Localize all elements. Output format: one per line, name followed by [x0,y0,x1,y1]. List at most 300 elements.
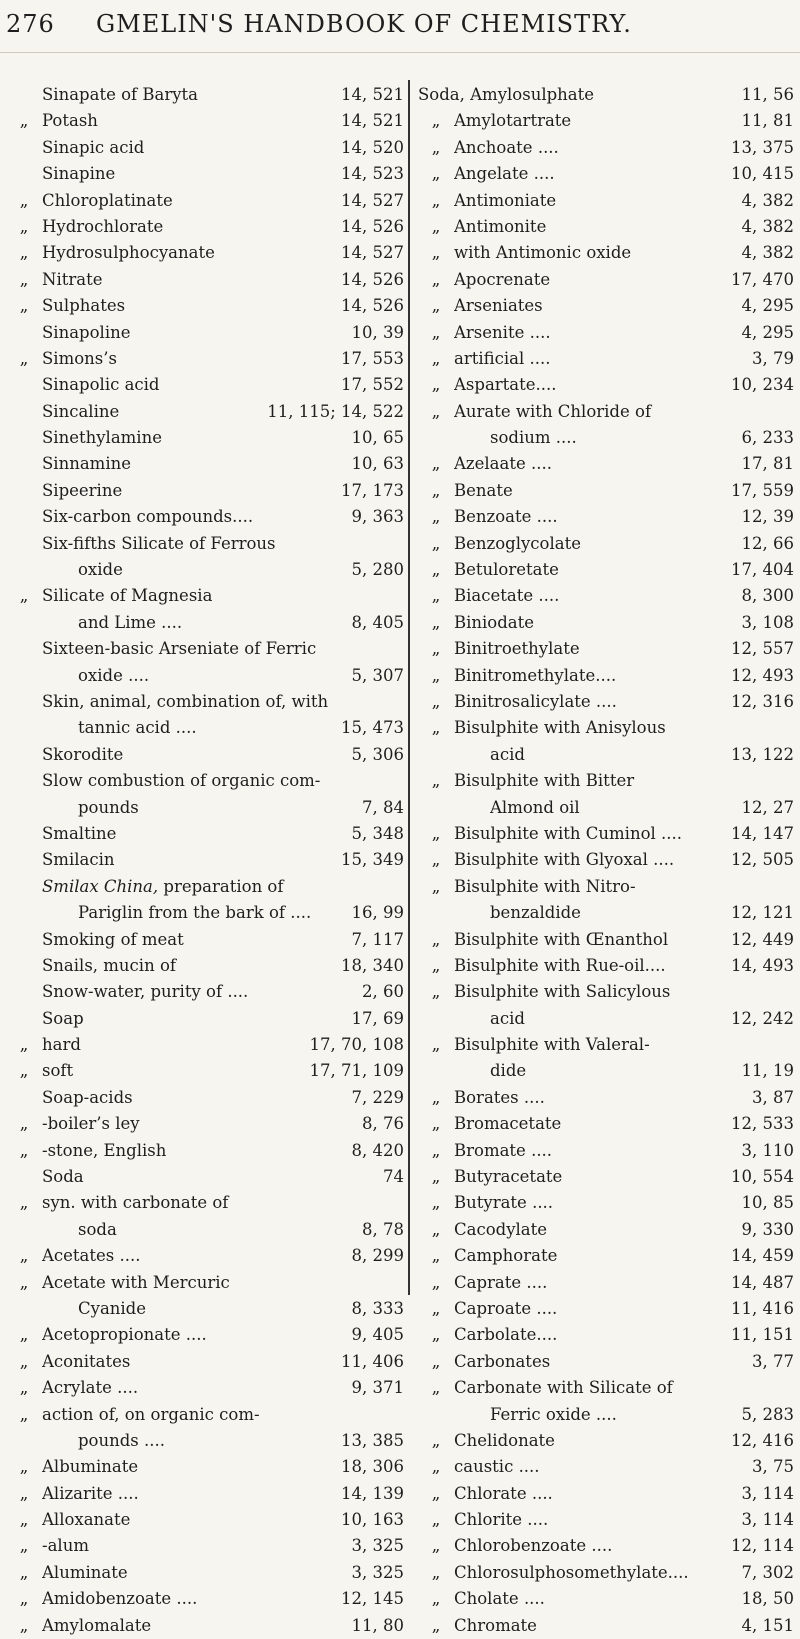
index-entry [418,1164,794,1190]
entry-text: Skin, animal, combination of, with [42,691,329,711]
entry-text: Sixteen-basic Arseniate of Ferric [42,639,317,659]
entry-text: Potash [42,111,98,131]
entry-text: -boiler’s ley [42,1114,140,1134]
volume-page-reference: 11, 115; 14, 522 [267,401,404,421]
index-entry [6,742,404,768]
volume-page-reference: 8, 420 [351,1140,404,1160]
index-entry [418,425,794,451]
entry-text: and Lime .... [78,612,183,632]
entry-text: Sinapic acid [42,137,145,157]
ditto-mark: „ [19,190,29,210]
ditto-mark: „ [19,1140,29,1160]
volume-page-reference: 7, 117 [351,929,404,949]
volume-page-reference: 9, 363 [351,507,404,527]
index-entry [418,1032,794,1058]
entry-text: Amylomalate [42,1615,152,1635]
index-entry [418,636,794,662]
entry-text: Binitromethylate.... [454,665,617,685]
entry-text: Bisulphite with Œnanthol [454,929,669,949]
index-entry [6,82,404,108]
ditto-mark: „ [431,190,441,210]
index-entry [418,583,794,609]
entry-text: oxide .... [78,665,150,685]
index-entry [6,504,404,530]
index-entry [418,1111,794,1137]
index-entry [418,214,794,240]
volume-page-reference: 9, 371 [351,1378,404,1398]
ditto-mark: „ [19,1378,29,1398]
index-entry [418,1138,794,1164]
index-entry [418,979,794,1005]
index-entry [6,795,404,821]
volume-page-reference: 11, 81 [741,111,794,131]
volume-page-reference: 8, 300 [741,586,794,606]
index-entry [418,1586,794,1612]
index-column-right [418,82,794,1639]
volume-page-reference: 17, 81 [741,454,794,474]
entry-text: hard [42,1035,81,1055]
entry-text: Snails, mucin of [42,955,176,975]
ditto-mark: „ [19,1246,29,1266]
index-entry [418,742,794,768]
index-entry [6,610,404,636]
volume-page-reference: 9, 330 [741,1219,794,1239]
entry-text: Bromate .... [454,1140,553,1160]
index-entry [6,372,404,398]
index-entry [6,293,404,319]
volume-page-reference: 14, 523 [341,164,404,184]
volume-page-reference: 10, 39 [351,322,404,342]
volume-page-reference: 14, 527 [341,243,404,263]
volume-page-reference: 14, 147 [731,823,794,843]
volume-page-reference: 3, 87 [752,1087,794,1107]
index-entry [6,399,404,425]
volume-page-reference: 12, 114 [731,1536,794,1556]
volume-page-reference: 14, 526 [341,216,404,236]
index-entry [6,1322,404,1348]
index-entry [418,663,794,689]
entry-text: Chlorite .... [454,1510,549,1530]
index-entry [6,1375,404,1401]
ditto-mark: „ [431,1457,441,1477]
volume-page-reference: 8, 78 [362,1219,404,1239]
entry-text: artificial .... [454,348,551,368]
entry-text: Biacetate .... [454,586,560,606]
entry-text: Aconitates [42,1351,131,1371]
volume-page-reference: 14, 527 [341,190,404,210]
entry-text: Binitrosalicylate .... [454,691,617,711]
ditto-mark: „ [431,586,441,606]
index-entry [418,927,794,953]
entry-text: Cyanide [78,1298,147,1318]
volume-page-reference: 13, 122 [731,744,794,764]
ditto-mark: „ [19,1114,29,1134]
index-entry [418,715,794,741]
volume-page-reference: 4, 295 [741,322,794,342]
volume-page-reference: 5, 283 [741,1404,794,1424]
entry-text: Skorodite [42,744,124,764]
entry-text: Bisulphite with Valeral- [454,1035,650,1055]
index-entry [418,293,794,319]
volume-page-reference: 10, 554 [731,1167,794,1187]
index-entry [6,1613,404,1639]
entry-text: Bisulphite with Anisylous [454,718,666,738]
ditto-mark: „ [19,1536,29,1556]
entry-text: Amidobenzoate .... [42,1589,198,1609]
entry-text: Six-fifths Silicate of Ferrous [42,533,276,553]
entry-text: Cacodylate [454,1219,548,1239]
ditto-mark: „ [19,1325,29,1345]
entry-text: Antimonite [454,216,547,236]
index-entry [418,953,794,979]
ditto-mark: „ [431,639,441,659]
volume-page-reference: 7, 229 [351,1087,404,1107]
ditto-mark: „ [431,850,441,870]
index-entry [418,1190,794,1216]
ditto-mark: „ [19,1404,29,1424]
index-entry [6,768,404,794]
entry-text: Smaltine [42,823,117,843]
entry-text: Sinapolic acid [42,375,160,395]
index-entry [418,108,794,134]
ditto-mark: „ [19,1272,29,1292]
volume-page-reference: 8, 405 [351,612,404,632]
volume-page-reference: 12, 27 [741,797,794,817]
index-entry [6,161,404,187]
ditto-mark: „ [19,243,29,263]
entry-text: Bisulphite with Bitter [454,771,635,791]
index-entry [6,557,404,583]
ditto-mark: „ [431,137,441,157]
ditto-mark: „ [431,480,441,500]
entry-text: Carbonate with Silicate of [454,1378,673,1398]
ditto-mark: „ [431,982,441,1002]
ditto-mark: „ [431,243,441,263]
entry-text: Acrylate .... [42,1378,139,1398]
ditto-mark: „ [431,375,441,395]
ditto-mark: „ [431,612,441,632]
volume-page-reference: 15, 349 [341,850,404,870]
volume-page-reference: 17, 70, 108 [309,1035,404,1055]
volume-page-reference: 11, 151 [731,1325,794,1345]
entry-text: Alloxanate [42,1510,131,1530]
index-entry [418,240,794,266]
ditto-mark: „ [19,1483,29,1503]
ditto-mark: „ [431,1298,441,1318]
entry-text: -alum [42,1536,89,1556]
index-entry [418,557,794,583]
ditto-mark: „ [431,1351,441,1371]
volume-page-reference: 11, 56 [741,85,794,104]
entry-text: Azelaate .... [454,454,552,474]
ditto-mark: „ [431,164,441,184]
ditto-mark: „ [19,1061,29,1081]
ditto-mark: „ [431,348,441,368]
entry-text: Bisulphite with Glyoxal .... [454,850,675,870]
entry-text: Smilacin [42,850,115,870]
index-entry [6,1533,404,1559]
running-title: GMELIN'S HANDBOOK OF CHEMISTRY. [96,10,632,38]
ditto-mark: „ [19,586,29,606]
column-divider [408,80,410,1295]
index-entry [6,689,404,715]
entry-text: Sulphates [42,296,126,316]
index-entry [6,1481,404,1507]
volume-page-reference: 12, 557 [731,639,794,659]
volume-page-reference: 12, 416 [731,1430,794,1450]
entry-text: Snow-water, purity of .... [42,982,249,1002]
entry-text: Acetate with Mercuric [42,1272,230,1292]
index-entry [6,821,404,847]
entry-text: Caprate .... [454,1272,548,1292]
entry-text: Angelate .... [454,164,555,184]
entry-text: with Antimonic oxide [454,243,632,263]
ditto-mark: „ [19,1589,29,1609]
volume-page-reference: 14, 139 [341,1483,404,1503]
volume-page-reference: 14, 459 [731,1246,794,1266]
volume-page-reference: 14, 521 [341,111,404,131]
index-entry [418,451,794,477]
index-entry [6,1111,404,1137]
entry-text: Almond oil [490,797,580,817]
index-entry [418,1217,794,1243]
index-entry [6,1507,404,1533]
ditto-mark: „ [431,296,441,316]
volume-page-reference: 4, 382 [741,216,794,236]
volume-page-reference: 3, 77 [752,1351,794,1371]
index-entry [6,1586,404,1612]
volume-page-reference: 14, 521 [341,85,404,104]
entry-text: Sinapine [42,164,116,184]
volume-page-reference: 9, 405 [351,1325,404,1345]
index-entry [6,1006,404,1032]
index-entry [6,900,404,926]
entry-text: caustic .... [454,1457,540,1477]
index-entry [418,689,794,715]
page-number: 276 [6,10,55,38]
ditto-mark: „ [431,771,441,791]
ditto-mark: „ [431,1272,441,1292]
entry-text: Acetates .... [42,1246,141,1266]
volume-page-reference: 3, 110 [741,1140,794,1160]
index-entry [418,1454,794,1480]
volume-page-reference: 3, 75 [752,1457,794,1477]
index-entry [6,583,404,609]
entry-text: Butyracetate [454,1167,563,1187]
index-entry [6,874,404,900]
entry-text: Borates .... [454,1087,545,1107]
entry-text: Anchoate .... [454,137,559,157]
index-entry [6,1085,404,1111]
entry-text: Slow combustion of organic com- [42,771,321,791]
volume-page-reference: 12, 505 [731,850,794,870]
volume-page-reference: 10, 63 [351,454,404,474]
ditto-mark: „ [431,401,441,421]
ditto-mark: „ [431,1510,441,1530]
volume-page-reference: 10, 415 [731,164,794,184]
entry-text: pounds .... [78,1430,166,1450]
ditto-mark: „ [431,1219,441,1239]
entry-text: Carbonates [454,1351,551,1371]
entry-text: Smoking of meat [42,929,184,949]
ditto-mark: „ [431,823,441,843]
volume-page-reference: 4, 382 [741,243,794,263]
volume-page-reference: 12, 242 [731,1008,794,1028]
entry-text: Albuminate [42,1457,139,1477]
ditto-mark: „ [431,1035,441,1055]
ditto-mark: „ [19,111,29,131]
index-entry [418,900,794,926]
index-entry [418,1243,794,1269]
index-entry [418,346,794,372]
index-entry [6,847,404,873]
volume-page-reference: 10, 234 [731,375,794,395]
entry-text: Acetopropionate .... [42,1325,207,1345]
ditto-mark: „ [431,216,441,236]
volume-page-reference: 17, 552 [341,375,404,395]
ditto-mark: „ [19,1510,29,1530]
ditto-mark: „ [431,269,441,289]
ditto-mark: „ [431,1140,441,1160]
index-entry [418,188,794,214]
index-entry [418,821,794,847]
index-entry [418,1296,794,1322]
entry-text: Bisulphite with Cuminol .... [454,823,683,843]
index-entry [6,1032,404,1058]
ditto-mark: „ [19,1562,29,1582]
volume-page-reference: 10, 163 [341,1510,404,1530]
entry-text: Biniodate [454,612,535,632]
index-entry [418,1560,794,1586]
entry-text: Sinapate of Baryta [42,85,199,104]
ditto-mark: „ [19,296,29,316]
ditto-mark: „ [19,1193,29,1213]
entry-text: Betuloretate [454,560,559,580]
index-entry [6,1217,404,1243]
volume-page-reference: 16, 99 [351,903,404,923]
index-entry [6,214,404,240]
index-entry [418,610,794,636]
entry-text: Silicate of Magnesia [42,586,213,606]
ditto-mark: „ [19,1457,29,1477]
ditto-mark: „ [431,1615,441,1635]
index-entry [418,267,794,293]
index-entry [418,1270,794,1296]
entry-text: Aurate with Chloride of [454,401,652,421]
index-entry [6,1270,404,1296]
index-entry [418,795,794,821]
volume-page-reference: 12, 449 [731,929,794,949]
volume-page-reference: 15, 473 [341,718,404,738]
ditto-mark: „ [431,955,441,975]
index-entry [6,320,404,346]
entry-text: action of, on organic com- [42,1404,260,1424]
entry-text: Chlorosulphosomethylate.... [454,1562,689,1582]
entry-text: Sipeerine [42,480,123,500]
volume-page-reference: 3, 79 [752,348,794,368]
entry-text: Pariglin from the bark of .... [78,903,312,923]
ditto-mark: „ [431,876,441,896]
index-entry [6,346,404,372]
index-entry [6,135,404,161]
ditto-mark: „ [431,1193,441,1213]
entry-text: Soda, Amylosulphate [418,85,595,104]
index-entry [6,1190,404,1216]
entry-text: Sinnamine [42,454,131,474]
ditto-mark: „ [431,533,441,553]
ditto-mark: „ [19,269,29,289]
entry-text: Benzoglycolate [454,533,581,553]
index-entry [6,1243,404,1269]
index-entry [6,188,404,214]
index-entry [418,1349,794,1375]
ditto-mark: „ [431,1378,441,1398]
entry-text: Chloroplatinate [42,190,173,210]
entry-text: Butyrate .... [454,1193,554,1213]
ditto-mark: „ [431,1562,441,1582]
ditto-mark: „ [431,560,441,580]
index-entry [418,1375,794,1401]
entry-text: Apocrenate [454,269,551,289]
entry-text: Sincaline [42,401,120,421]
entry-text: Chlorobenzoate .... [454,1536,613,1556]
ditto-mark: „ [431,1430,441,1450]
entry-text: Bromacetate [454,1114,562,1134]
volume-page-reference: 2, 60 [362,982,404,1002]
volume-page-reference: 10, 65 [351,428,404,448]
volume-page-reference: 12, 533 [731,1114,794,1134]
volume-page-reference: 12, 121 [731,903,794,923]
entry-text: Chromate [454,1615,537,1635]
volume-page-reference: 12, 66 [741,533,794,553]
entry-text: Camphorate [454,1246,558,1266]
entry-text: Simons’s [42,348,117,368]
volume-page-reference: 12, 493 [731,665,794,685]
ditto-mark: „ [431,665,441,685]
entry-text: Benate [454,480,513,500]
header-rule [0,52,800,53]
volume-page-reference: 18, 340 [341,955,404,975]
entry-text: Aspartate.... [454,375,557,395]
volume-page-reference: 17, 559 [731,480,794,500]
entry-text: Soap-acids [42,1087,133,1107]
index-entry [418,874,794,900]
volume-page-reference: 17, 470 [731,269,794,289]
index-entry [6,953,404,979]
volume-page-reference: 3, 325 [351,1562,404,1582]
entry-text: oxide [78,560,123,580]
ditto-mark: „ [19,1615,29,1635]
volume-page-reference: 11, 416 [731,1298,794,1318]
ditto-mark: „ [431,929,441,949]
entry-text: soft [42,1061,74,1081]
entry-text: Benzoate .... [454,507,558,527]
entry-text: dide [490,1061,527,1081]
volume-page-reference: 3, 114 [741,1510,794,1530]
index-entry [6,1454,404,1480]
entry-text: Sinethylamine [42,428,162,448]
entry-text: Binitroethylate [454,639,580,659]
entry-text: Caproate .... [454,1298,558,1318]
volume-page-reference: 14, 520 [341,137,404,157]
index-entry [6,240,404,266]
index-entry [6,108,404,134]
entry-text: Hydrochlorate [42,216,164,236]
volume-page-reference: 3, 108 [741,612,794,632]
volume-page-reference: 18, 50 [741,1589,794,1609]
volume-page-reference: 17, 69 [351,1008,404,1028]
index-entry [6,979,404,1005]
